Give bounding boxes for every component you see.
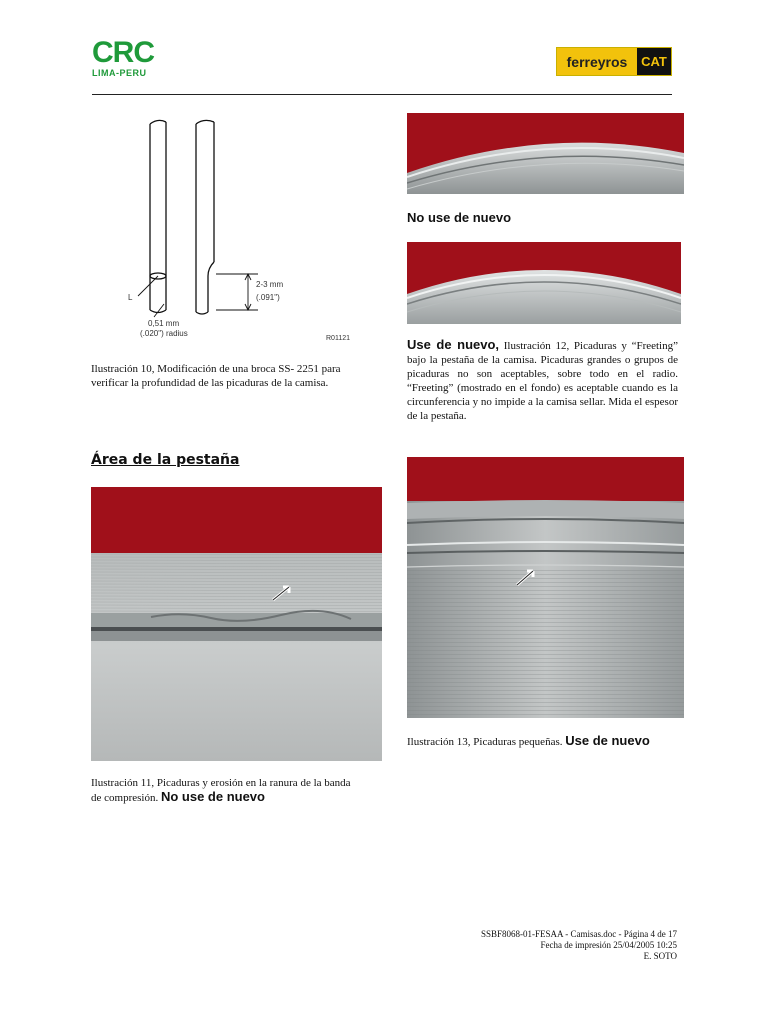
dim-radius-inch-label: (.020") radius: [140, 329, 188, 338]
drill-drawing: [118, 112, 368, 347]
photo1-verdict: No use de nuevo: [407, 210, 512, 225]
ferreyros-logo-text: ferreyros: [557, 48, 637, 75]
cat-logo-text: CAT: [637, 48, 671, 75]
drawing-l-label: L: [128, 293, 133, 302]
ill11-verdict: No use de nuevo: [160, 789, 265, 804]
footer-print-date: Fecha de impresión 25/04/2005 10:25: [540, 940, 677, 950]
ill11-caption-block: [91, 776, 363, 805]
dim-height-inch-label: (.091"): [256, 293, 280, 302]
crc-logo-subtext: LIMA-PERU: [92, 68, 147, 78]
photo2-verdict: Use de nuevo,: [407, 337, 500, 352]
header-rule: [92, 94, 672, 95]
section-title-pestana: Área de la pestaña: [91, 452, 240, 468]
photo-flange-1: [407, 113, 684, 194]
dim-height-label: 2-3 mm: [256, 280, 284, 289]
crc-logo-text: CRC: [92, 36, 154, 69]
footer-author: E. SOTO: [643, 951, 677, 961]
photo-flange-2: [407, 242, 681, 324]
ill10-caption: Ilustración 10, Modificación de una broca SS- 2251 para verificar la profundidad de las picaduras de la camisa.: [91, 363, 341, 389]
footer-doc-info: SSBF8068-01-FESAA - Camisas.doc - Página 4 de 17: [480, 929, 677, 939]
ill11-caption: Ilustración 11, Picaduras y erosión en la ranura de la banda de compresión.: [91, 777, 351, 804]
drawing-ref-code: R01121: [326, 335, 351, 342]
ill12-caption-block: [407, 338, 678, 423]
ill12-caption: Ilustración 12, Picaduras y “Freeting” bajo la pestaña de la camisa. Picaduras grandes o grupos de picaduras no son aceptables, sobre todo en el radio. “Freeting” (mostrado en el fondo) es aceptable cuando es la circunferencia y no impide a la camisa sellar. Mida el espesor de la pestaña.: [407, 340, 678, 422]
crc-logo: [92, 38, 172, 78]
ill13-verdict: Use de nuevo: [565, 733, 650, 748]
dim-radius-label: 0,51 mm: [148, 319, 180, 328]
ferreyros-cat-logo: [556, 47, 672, 76]
ill13-caption-block: [407, 734, 678, 749]
photo-ill11: [91, 487, 382, 761]
page-footer: [481, 929, 677, 962]
photo-ill13: [407, 457, 684, 718]
ill13-caption: Ilustración 13, Picaduras pequeñas.: [407, 736, 563, 748]
